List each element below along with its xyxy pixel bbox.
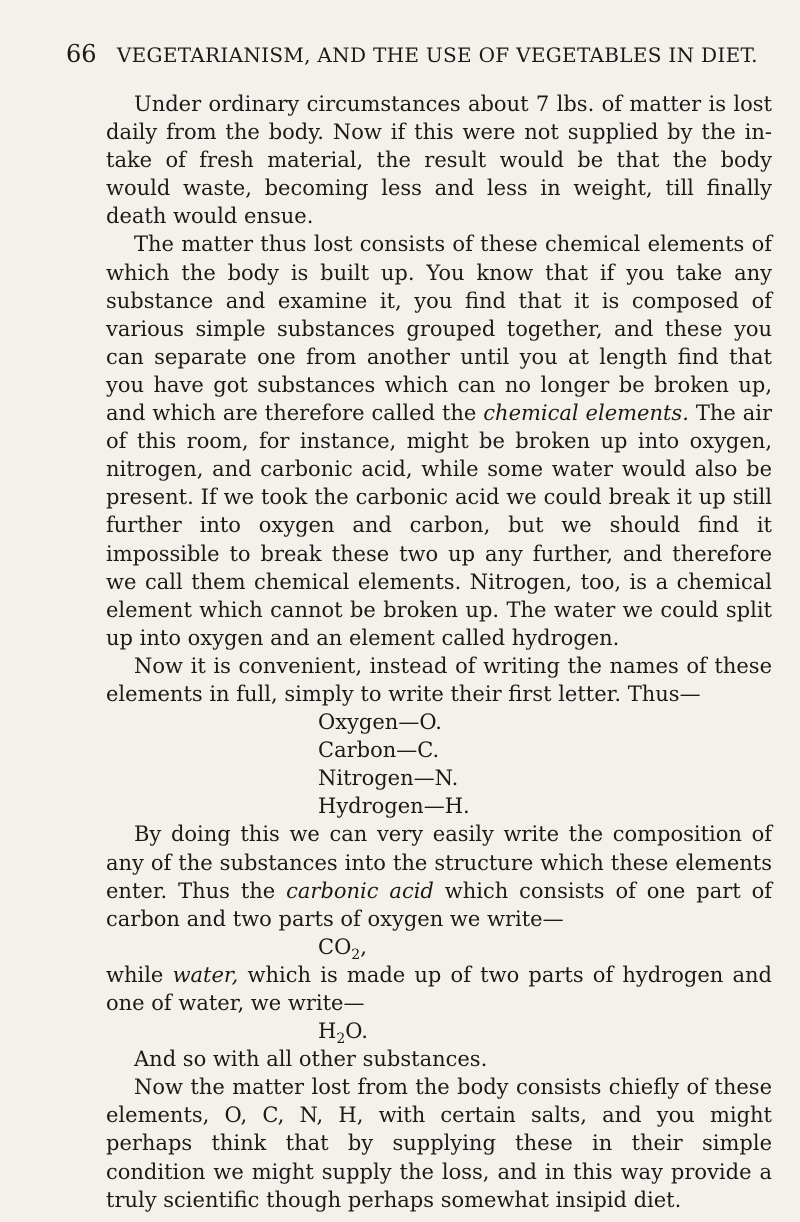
page-body [106,90,772,1214]
element-item: Nitrogen—N. [318,766,459,791]
paragraph: And so with all other substances. [134,1047,488,1072]
paragraph: Under ordinary circumstances about 7 lbs. of matter is lost daily from the body. Now if this were not supplied by the intake of fresh material, the result would be that the body would waste, becoming less and less in weight, till finally death would ensue. [106,92,772,229]
page-number: 66 [66,40,97,68]
running-title: VEGETARIANISM, AND THE USE OF VEGETABLES IN DIET. [116,43,758,67]
element-item: Carbon—C. [318,738,440,763]
formula-co2: $CO_2$, [318,934,367,963]
paragraph: The matter thus lost consists of these chemical elements of which the body is built up. You know that if you take any substance and examine it, you find that it is composed of various simple substances grouped together, and these you can separate one from another until you at length find that you have got substances which can no longer be broken up, and which are therefore called the chemical elements. The air of this room, for instance, might be broken up into oxygen, nitrogen, and carbonic acid, while some water would also be present. If we took the carbonic acid we could break it up still further into oxygen and carbon, but we should find it impossible to break these two up any further, and therefore we call them chemical elements. Nitrogen, too, is a chemical element which cannot be broken up. The water we could split up into oxygen and an element called hydrogen. [106,232,772,650]
element-item: Hydrogen—H. [318,794,470,819]
emphasis: chemical elements. [483,401,689,426]
emphasis: carbonic acid [286,878,434,903]
paragraph: Now it is convenient, instead of writing the names of these elements in full, simply to write their first letter. Thus— [106,653,772,706]
emphasis: water, [172,962,239,987]
element-item: Oxygen—O. [318,710,442,735]
page-header [66,40,760,68]
paragraph: Now the matter lost from the body consists chiefly of these elements, O, C, N, H, with certain salts, and you might perhaps think that by supplying these in their simple condition we might supply the loss, and in this way provide a truly scientific though perhaps somewhat insipid diet. [106,1075,772,1212]
paragraph: By doing this we can very easily write the composition of any of the substances into the structure which these elements enter. Thus the carbonic acid which consists of one part of carbon and two parts of oxygen we write— [106,822,772,931]
element-list [318,708,772,820]
paragraph: while water, which is made up of two parts of hydrogen and one of water, we write— [106,962,772,1015]
formula-h2o: $H_2O$. [318,1019,368,1048]
